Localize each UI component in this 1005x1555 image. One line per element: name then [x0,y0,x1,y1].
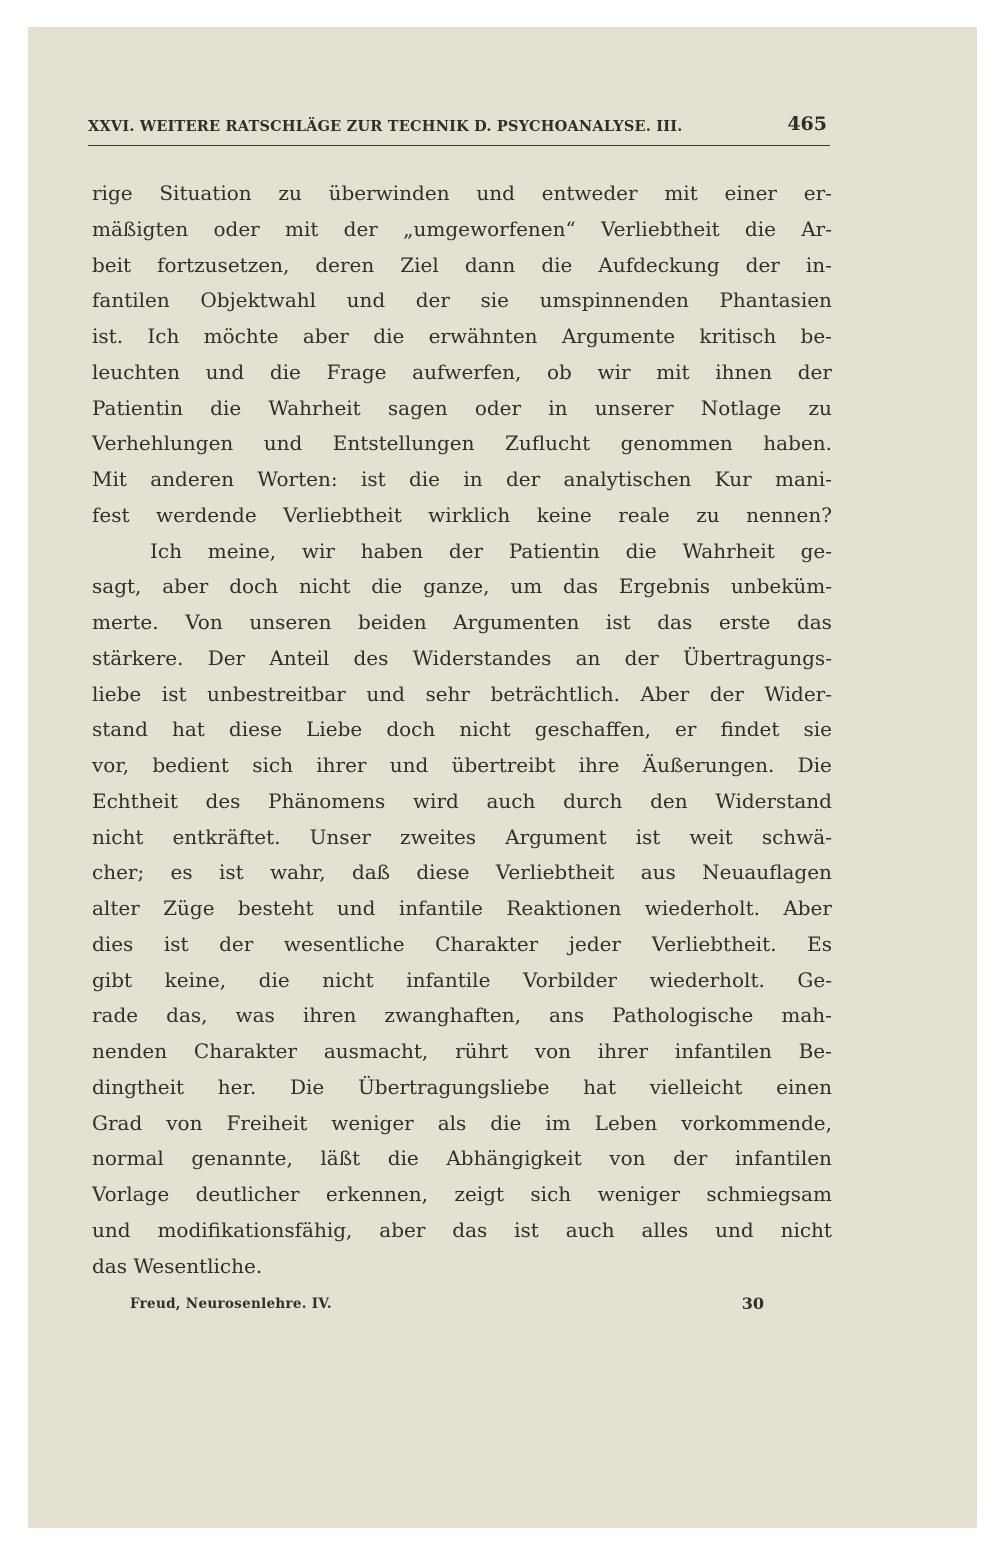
text-line: gibt keine, die nicht infantile Vorbilder wiederholt. Ge- [92,967,832,992]
text-line: merte. Von unseren beiden Argumenten ist das erste das [92,610,832,634]
running-header [88,113,830,146]
text-line: stärkere. Der Anteil des Widerstandes an der Übertragungs- [92,645,832,670]
running-title: XXVI. WEITERE RATSCHLÄGE ZUR TECHNIK D. PSYCHOANALYSE. III. [88,118,683,135]
text-line: nicht entkräftet. Unser zweites Argument ist weit schwä- [92,824,832,849]
text-line: leuchten und die Frage aufwerfen, ob wir mit ihnen der [92,359,832,384]
text-line: rade das, was ihren zwanghaften, ans Pathologische mah- [92,1003,832,1028]
page-footer [130,1294,770,1318]
footer-signature: Freud, Neurosenlehre. IV. [130,1296,332,1312]
text-line: fantilen Objektwahl und der sie umspinnenden Phantasien [92,288,832,313]
text-line: nenden Charakter ausmacht, rührt von ihrer infantilen Be- [92,1039,832,1063]
text-line: Mit anderen Worten: ist die in der analytischen Kur mani- [92,467,832,491]
text-line: beit fortzusetzen, deren Ziel dann die Aufdeckung der in- [92,252,832,277]
text-line: Verhehlungen und Entstellungen Zuflucht genommen haben. [92,431,832,456]
text-line: Vorlage deutlicher erkennen, zeigt sich weniger schmiegsam [92,1182,832,1206]
text-line: alter Züge besteht und infantile Reaktionen wiederholt. Aber [92,896,832,920]
text-line: Ich meine, wir haben der Patientin die Wahrheit ge- [150,538,832,563]
text-line: und modifikationsfähig, aber das ist auch alles und nicht [92,1217,832,1242]
text-line: Echtheit des Phänomens wird auch durch den Widerstand [92,788,832,813]
text-line: fest werdende Verliebtheit wirklich keine reale zu nennen? [92,502,832,527]
text-line: mäßigten oder mit der „umgeworfenen“ Verliebtheit die Ar- [92,216,832,241]
text-line: dies ist der wesentliche Charakter jeder Verliebtheit. Es [92,931,832,956]
text-line: rige Situation zu überwinden und entweder mit einer er- [92,181,832,205]
text-line: dingtheit her. Die Übertragungsliebe hat vielleicht einen [92,1074,832,1099]
body-text [92,176,832,1284]
text-line: liebe ist unbestreitbar und sehr beträchtlich. Aber der Wider- [92,681,832,706]
text-line: cher; es ist wahr, daß diese Verliebtheit aus Neuauflagen [92,860,832,885]
text-line: vor, bedient sich ihrer und übertreibt ihre Äußerungen. Die [92,753,832,777]
text-line: das Wesentliche. [92,1253,263,1278]
text-line: sagt, aber doch nicht die ganze, um das Ergebnis unbeküm- [92,574,832,599]
text-line: Patientin die Wahrheit sagen oder in unserer Notlage zu [92,395,832,420]
sheet-number: 30 [741,1294,764,1313]
page-number: 465 [787,113,827,135]
text-line: Grad von Freiheit weniger als die im Leben vorkommende, [92,1110,832,1135]
text-line: stand hat diese Liebe doch nicht geschaffen, er findet sie [92,717,832,742]
text-line: normal genannte, läßt die Abhängigkeit von der infantilen [92,1146,832,1171]
text-line: ist. Ich möchte aber die erwähnten Argumente kritisch be- [92,324,832,348]
